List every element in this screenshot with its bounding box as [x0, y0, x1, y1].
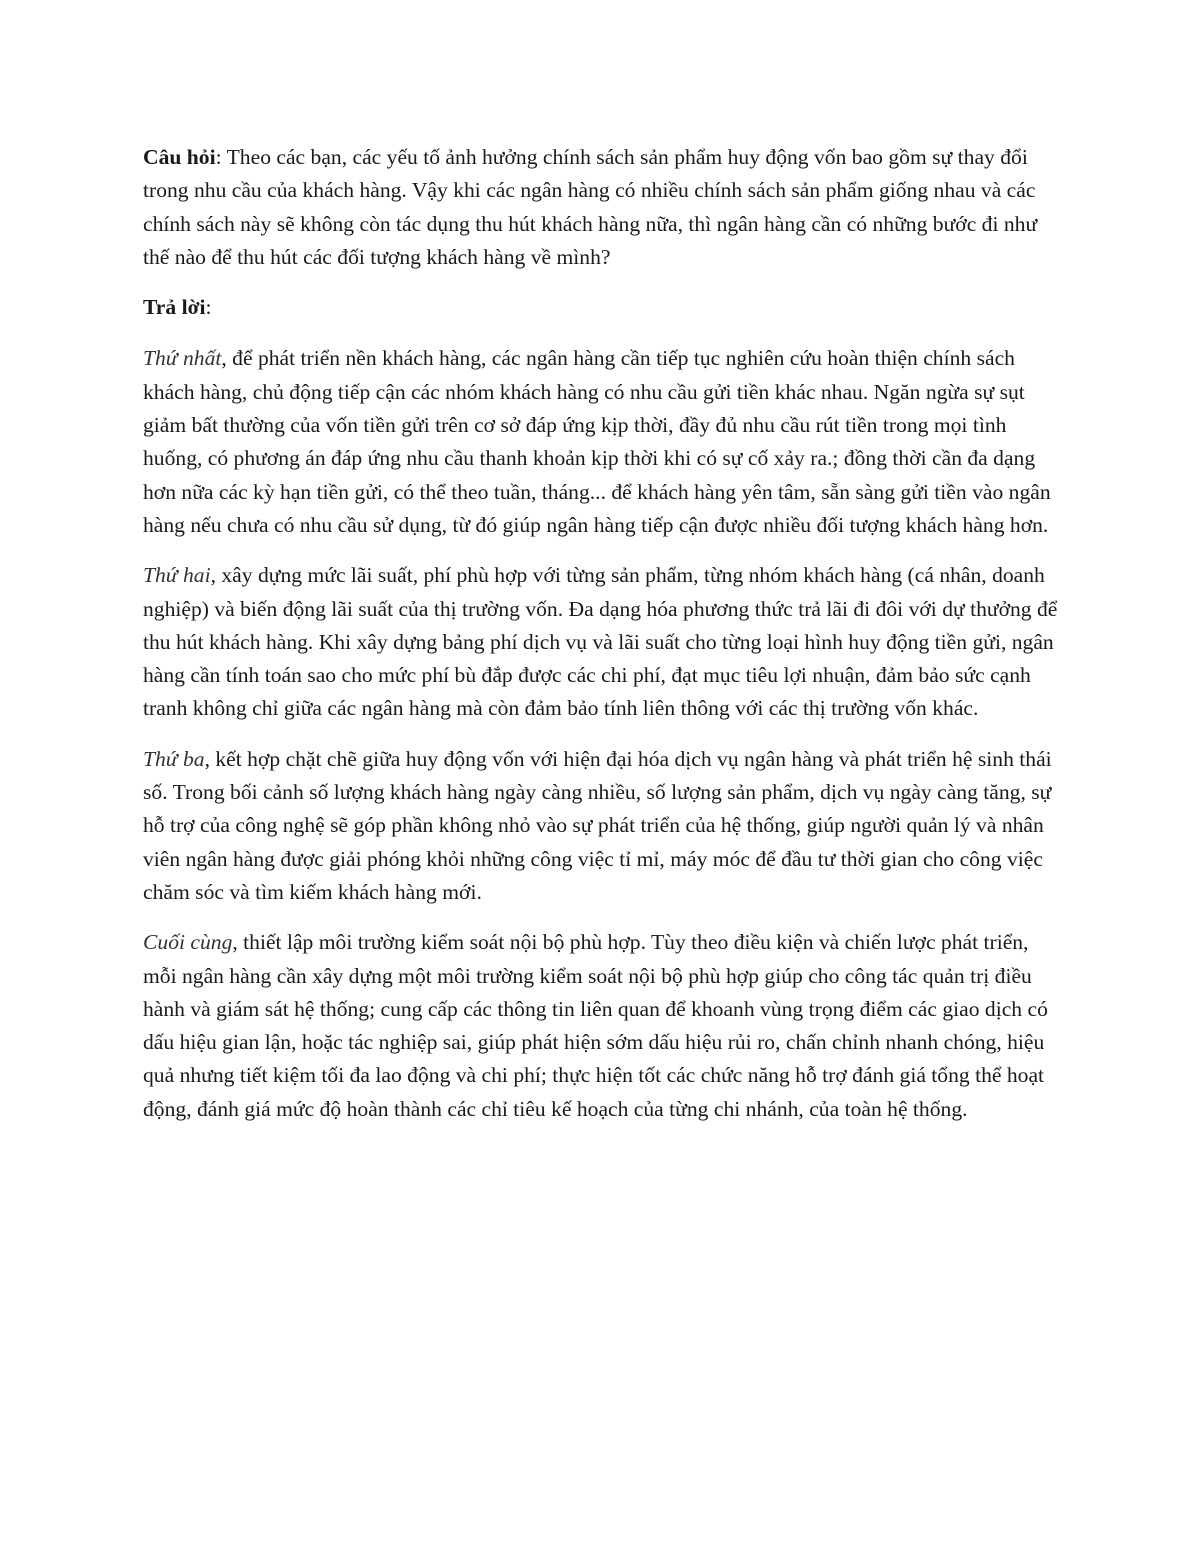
answer-paragraph-final	[143, 926, 1061, 1126]
paragraph-lead-second: Thứ hai	[143, 563, 211, 588]
answer-label: Trả lời	[143, 295, 206, 320]
paragraph-lead-third: Thứ ba	[143, 746, 205, 771]
question-label: Câu hỏi	[143, 145, 216, 169]
answer-heading	[143, 291, 1061, 324]
question-paragraph	[143, 141, 1061, 274]
paragraph-lead-first: Thứ nhất	[143, 346, 222, 371]
answer-paragraph-third	[143, 743, 1061, 909]
paragraph-text-second: , xây dựng mức lãi suất, phí phù hợp với từng sản phẩm, từng nhóm khách hàng (cá nhân, doanh nghiệp) và biến động lãi suất của thị trường vốn. Đa dạng hóa phương thức trả lãi đi đôi với dự thưởng để thu hút khách hàng. Khi xây dựng bảng phí dịch vụ và lãi suất cho từng loại hình huy động tiền gửi, ngân hàng cần tính toán sao cho mức phí bù đắp được các chi phí, đạt mục tiêu lợi nhuận, đảm bảo sức cạnh tranh không chỉ giữa các ngân hàng mà còn đảm bảo tính liên thông với các thị trường vốn khác.	[143, 563, 1058, 721]
paragraph-text-first: , để phát triển nền khách hàng, các ngân hàng cần tiếp tục nghiên cứu hoàn thiện chính sách khách hàng, chủ động tiếp cận các nhóm khách hàng có nhu cầu gửi tiền khác nhau. Ngăn ngừa sự sụt giảm bất thường của vốn tiền gửi trên cơ sở đáp ứng kịp thời, đầy đủ nhu cầu rút tiền trong mọi tình huống, có phương án đáp ứng nhu cầu thanh khoản kịp thời khi có sự cố xảy ra.; đồng thời cần đa dạng hơn nữa các kỳ hạn tiền gửi, có thể theo tuần, tháng... để khách hàng yên tâm, sẵn sàng gửi tiền vào ngân hàng nếu chưa có nhu cầu sử dụng, từ đó giúp ngân hàng tiếp cận được nhiều đối tượng khách hàng hơn.	[143, 346, 1051, 537]
paragraph-text-third: , kết hợp chặt chẽ giữa huy động vốn với hiện đại hóa dịch vụ ngân hàng và phát triển hệ sinh thái số. Trong bối cảnh số lượng khách hàng ngày càng nhiều, số lượng sản phẩm, dịch vụ ngày càng tăng, sự hỗ trợ của công nghệ sẽ góp phần không nhỏ vào sự phát triển của hệ thống, giúp người quản lý và nhân viên ngân hàng được giải phóng khỏi những công việc tỉ mỉ, máy móc để đầu tư thời gian cho công việc chăm sóc và tìm kiếm khách hàng mới.	[143, 746, 1052, 904]
document-page	[143, 141, 1061, 1143]
question-text: Theo các bạn, các yếu tố ảnh hưởng chính sách sản phẩm huy động vốn bao gồm sự thay đổi trong nhu cầu của khách hàng. Vậy khi các ngân hàng có nhiều chính sách sản phẩm giống nhau và các chính sách này sẽ không còn tác dụng thu hút khách hàng nữa, thì ngân hàng cần có những bước đi như thế nào để thu hút các đối tượng khách hàng về mình?	[143, 145, 1038, 269]
answer-colon: :	[205, 295, 212, 320]
answer-paragraph-second	[143, 559, 1061, 725]
paragraph-lead-final: Cuối cùng	[143, 930, 233, 955]
answer-paragraph-first	[143, 342, 1061, 542]
question-colon: :	[215, 145, 222, 169]
paragraph-text-final: , thiết lập môi trường kiểm soát nội bộ phù hợp. Tùy theo điều kiện và chiến lược phát triển, mỗi ngân hàng cần xây dựng một môi trường kiểm soát nội bộ phù hợp giúp cho công tác quản trị điều hành và giám sát hệ thống; cung cấp các thông tin liên quan để khoanh vùng trọng điểm các giao dịch có dấu hiệu gian lận, hoặc tác nghiệp sai, giúp phát hiện sớm dấu hiệu rủi ro, chấn chỉnh nhanh chóng, hiệu quả nhưng tiết kiệm tối đa lao động và chi phí; thực hiện tốt các chức năng hỗ trợ đánh giá tổng thể hoạt động, đánh giá mức độ hoàn thành các chỉ tiêu kế hoạch của từng chi nhánh, của toàn hệ thống.	[143, 930, 1048, 1121]
